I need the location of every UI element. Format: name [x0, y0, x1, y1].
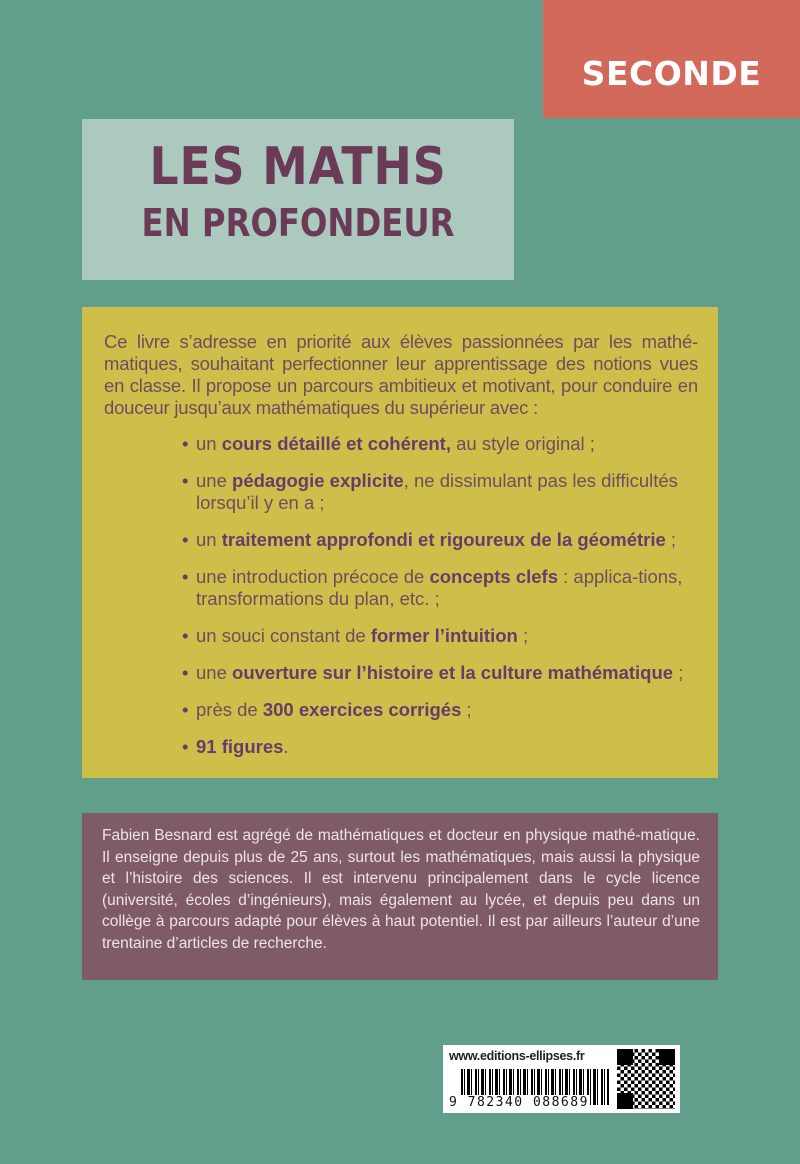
item-text: : applica-tions, transformations du plan, etc. ; [196, 566, 683, 609]
list-item [182, 529, 698, 551]
item-text: une [196, 470, 233, 491]
item-text: près de [196, 699, 263, 720]
level-badge: SECONDE [543, 0, 800, 118]
item-highlight: pédagogie explicite [232, 470, 404, 491]
list-item [182, 470, 698, 514]
list-item [182, 433, 698, 455]
isbn-text: 9 782340 088689 [449, 1095, 589, 1110]
item-highlight: 91 figures [196, 736, 284, 757]
title-line-1: LES MATHS [149, 137, 447, 197]
item-text: ; [461, 699, 472, 720]
list-item [182, 736, 698, 758]
item-text: au style original ; [450, 433, 595, 454]
item-highlight: former l’intuition [370, 625, 518, 646]
item-highlight: ouverture sur l’histoire et la culture mathématique [232, 662, 674, 683]
title-line-2: EN PROFONDEUR [141, 201, 455, 245]
intro-text: Ce livre s’adresse en priorité aux élèves passionnées par les mathé-matiques, souhaitant perfectionner leur apprentissage des notions vues en classe. Il propose un parcours ambitieux et motivant, pour conduire en douceur jusqu’aux mathématiques du supérieur avec : [104, 331, 698, 418]
item-highlight: traitement approfondi et rigoureux de la géométrie [221, 529, 666, 550]
description-panel [82, 307, 718, 778]
item-highlight: 300 exercices corrigés [262, 699, 462, 720]
feature-list [104, 433, 698, 758]
qr-code-icon [617, 1049, 675, 1109]
list-item [182, 566, 698, 610]
item-text: une introduction précoce de [196, 566, 430, 587]
item-text: une [196, 662, 233, 683]
item-text: . [283, 736, 289, 757]
item-text: ; [673, 662, 684, 683]
item-text: , ne dissimulant pas les difficultés lorsqu’il y en a ; [196, 470, 678, 513]
author-bio: Fabien Besnard est agrégé de mathématiques et docteur en physique mathé-matique. Il enseigne depuis plus de 25 ans, surtout les mathématiques, mais aussi la physique et l’histoire des sciences. Il est intervenu principalement dans le cycle licence (université, écoles d’ingénieurs), mais également au lycée, et depuis peu dans un collège à parcours adapté pour élèves à haut potentiel. Il est par ailleurs l’auteur d’une trentaine d’articles de recherche. [82, 813, 718, 980]
item-highlight: cours détaillé et cohérent, [221, 433, 451, 454]
item-text: un [196, 529, 222, 550]
list-item [182, 662, 698, 684]
book-title [82, 119, 514, 280]
item-text: ; [517, 625, 529, 646]
item-text: ; [665, 529, 677, 550]
item-text: un [196, 433, 222, 454]
item-text: un souci constant de [196, 625, 371, 646]
barcode-panel [443, 1045, 680, 1113]
publisher-url[interactable]: www.editions-ellipses.fr [449, 1049, 585, 1063]
item-highlight: concepts clefs [429, 566, 558, 587]
isbn-number [449, 1095, 589, 1110]
list-item [182, 625, 698, 647]
list-item [182, 699, 698, 721]
